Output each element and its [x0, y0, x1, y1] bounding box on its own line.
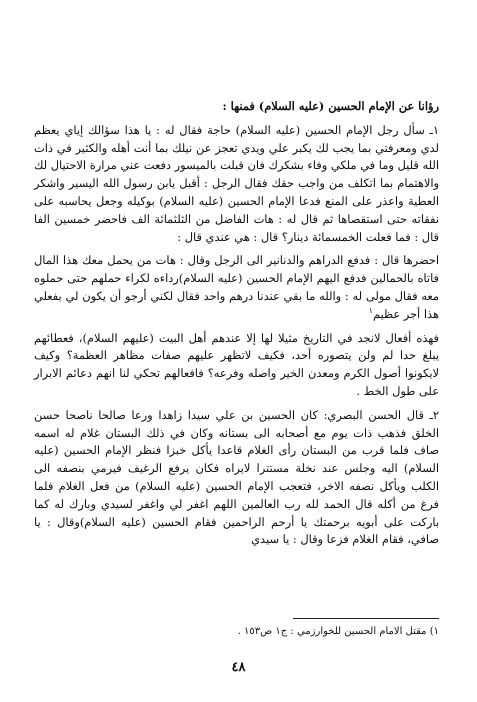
- footnote: ١) مقتل الامام الحسين للخوارزمي : ج١ ص١٥٣ .: [237, 626, 439, 637]
- paragraph-2-text: احضرها قال : فدفع الدراهم والدنانير الى الرجل وقال : هات من يحمل معك هذا المال فاتاه بالحمالين فدفع اليهم الإمام الحسين (عليه السلام)رداءه لكراء حملهم حتى حملوه معه فقال مولى له : والله ما بقي عندنا درهم واحد فقال لكني أرجو أن يكون لي بفعلي هذا أجر عظيم: [34, 253, 439, 321]
- page-number: ٤٨: [231, 660, 246, 675]
- section-heading: رؤانا عن الإمام الحسين (عليه السلام) فمنها :: [222, 99, 439, 113]
- paragraph-4: ٢ـ قال الحسن البصري: كان الحسين بن علي سيدا زاهدا ورعا صالحا ناصحا حسن الخلق فذهب ذات يوم مع أصحابه الى بستانه وكان في ذلك البستان غلام له اسمه صاف فلما قرب من البستان رأى الغلام قاعدا يأكل خبزا فنظر الإمام الحسين (عليه السلام) اليه وجلس عند نخلة مستترا لايراه فكان يرفع الرغيف فيرمي بنصفه الى الكلب ويأكل نصفه الاخر، فتعجب الإمام الحسين (عليه السلام) من فعل الغلام فلما فرغ من أكله قال الحمد لله رب العالمين اللهم اغفر لي واغفر لسيدي وبارك له كما باركت على أبويه برحمتك يا أرحم الراحمين فقام الحسين (عليه السلام)وقال : يا صافي، فقام الغلام فزعا وقال : يا سيدي: [34, 407, 439, 547]
- paragraph-1: ١ـ سأل رجل الإمام الحسين (عليه السلام) حاجة فقال له : يا هذا سؤالك إياي يعظم لدي ومعرفتي بما يجب لك يكبر علي ويدي تعجز عن نيلك بما أنت أهله والكثير في ذات الله قليل وما في ملكي وفاء بشكرك فان قبلت بالميسور دفعت عني مرارة الاحتيال لك والاهتمام بما اتكلف من واجب حقك فقال الرجل : أقبل يابن رسول الله اليسير واشكر العطية واعذر على المنع فدعا الإمام الحسين (عليه السلام) بوكيله وجعل يحاسبه على نفقاته حتى استقصاها ثم قال له : هات الفاضل من الثلثمائة الف فاحضر خمسين الفا قال : فما فعلت الخمسمائة دينار؟ قال : هي عندي قال :: [34, 122, 439, 244]
- paragraph-2: [34, 252, 439, 323]
- paragraph-3: فهذه أفعال لانجد في التاريخ مثيلا لها إلا عندهم أهل البيت (عليهم السلام)، فعطائهم يبلغ حدا لم ولن يتصوره أحد، فكيف لاتظهر عليهم صفات مظاهر العظمة؟ وكيف لايكونوا أصول الكرم ومعدن الخير واصله وفرعه؟ فافعالهم تحكي لنا انهم دعائم الابرار على طول الخط .: [34, 330, 439, 398]
- footnote-marker: ١: [368, 305, 373, 315]
- footnote-divider: [293, 618, 439, 619]
- body-text: [34, 98, 439, 555]
